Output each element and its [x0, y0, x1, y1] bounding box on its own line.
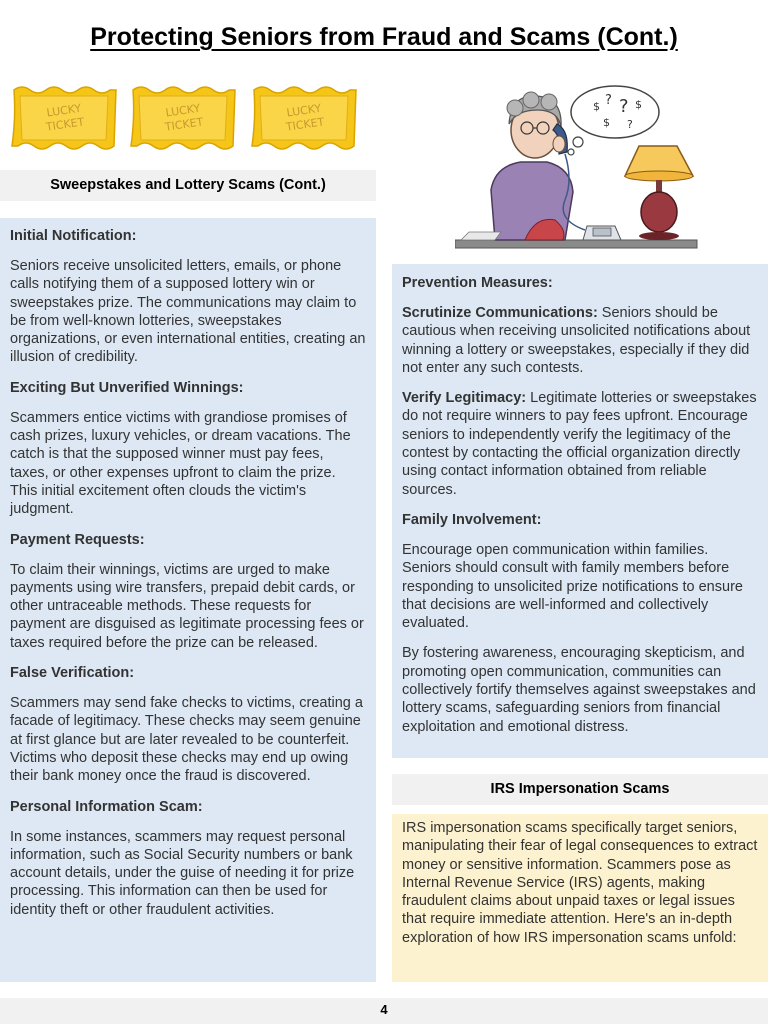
svg-text:LUCKY: LUCKY: [45, 101, 83, 120]
svg-text:TICKET: TICKET: [45, 115, 86, 134]
section-body: Seniors receive unsolicited letters, emails, or phone calls notifying them of a supposed lottery win or sweepstakes prize. The communications may claim to be from well-known lotteries, sweepstakes organizations, or even international entities, creating an illusion of credibility.: [10, 258, 366, 366]
section-body: Scammers may send fake checks to victims, creating a facade of legitimacy. These checks may seem genuine at first glance but are later revealed to be counterfeit. Victims who deposit these checks may end up owing their bank money once the fraud is discovered.: [10, 695, 363, 785]
section-body: To claim their winnings, victims are urged to make payments using wire transfers, prepaid debit cards, or other untraceable methods. These requests for payment are disguised as legitimate processing fees or taxes required before the prize can be released.: [10, 561, 364, 651]
svg-text:LUCKY: LUCKY: [164, 101, 202, 120]
scrutinize-body: Seniors should be cautious when receiving unsolicited notifications about winning a lottery or sweepstakes, especially if they did not enter any such contests.: [402, 305, 751, 376]
scrutinize-paragraph: [402, 304, 758, 377]
section-heading: Exciting But Unverified Winnings:: [10, 379, 244, 396]
page-number: 4: [380, 1002, 388, 1017]
svg-text:?: ?: [627, 118, 633, 131]
section-heading: Initial Notification:: [10, 228, 137, 244]
section-heading: Payment Requests:: [10, 531, 145, 548]
lucky-ticket-icon: [10, 84, 120, 152]
senior-phone-call-illustration: [455, 80, 700, 252]
lucky-ticket-icon: [250, 84, 360, 152]
closing-paragraph: By fostering awareness, encouraging skepticism, and promoting open communication, communities can collectively fortify themselves against sweepstakes and lottery scams, safeguarding seniors from financial exploitation and emotional distress.: [402, 645, 756, 735]
section-header-irs: IRS Impersonation Scams: [392, 774, 768, 805]
svg-text:TICKET: TICKET: [285, 115, 326, 134]
lucky-tickets-image: [10, 84, 370, 154]
verify-label: Verify Legitimacy:: [402, 390, 527, 407]
verify-paragraph: [402, 389, 758, 499]
sweepstakes-details-panel: [0, 218, 376, 982]
svg-text:$: $: [603, 116, 610, 129]
section-body: Scammers entice victims with grandiose promises of cash prizes, luxury vehicles, or dream vacations. The catch is that the supposed winner must pay fees, taxes, or other expenses upfront to claim the prize. This initial excitement often clouds the victim's judgment.: [10, 409, 351, 518]
family-body: Encourage open communication within families. Seniors should consult with family members before responding to unsolicited prize notifications to ensure that decisions are well-informed and collectively evaluated.: [402, 541, 743, 632]
svg-text:?: ?: [605, 93, 612, 108]
lucky-ticket-icon: [129, 84, 239, 152]
svg-text:LUCKY: LUCKY: [285, 101, 323, 120]
section-body: In some instances, scammers may request personal information, such as Social Security numbers or bank account details, under the guise of needing it for prize processing. This information can then be used for identity theft or other fraudulent activities.: [10, 828, 355, 918]
section-header-sweepstakes: Sweepstakes and Lottery Scams (Cont.): [0, 170, 376, 201]
section-heading: False Verification:: [10, 665, 135, 682]
thought-bubble-icon: [568, 86, 659, 155]
prevention-heading: Prevention Measures:: [402, 275, 553, 291]
irs-intro-panel: [392, 814, 768, 982]
svg-text:?: ?: [619, 96, 629, 117]
scrutinize-label: Scrutinize Communications:: [402, 305, 598, 321]
prevention-measures-panel: [392, 264, 768, 758]
family-heading: Family Involvement:: [402, 511, 542, 528]
page-title: Protecting Seniors from Fraud and Scams (Cont.): [90, 23, 678, 51]
lamp-icon: [625, 146, 693, 240]
section-heading: Personal Information Scam:: [10, 798, 203, 815]
svg-text:$: $: [635, 98, 642, 111]
verify-body: Legitimate lotteries or sweepstakes do not require winners to pay fees upfront. Encourage seniors to independently verify the legitimacy of the contest by contacting the official organization directly using contact information obtained from reliable sources.: [402, 390, 757, 498]
irs-body: IRS impersonation scams specifically target seniors, manipulating their fear of legal consequences to extract money or sensitive information. Scammers pose as Internal Revenue Service (IRS) agents, making fraudulent claims about unpaid taxes or legal issues that require immediate attention. Here's an in-depth exploration of how IRS impersonation scams unfold:: [402, 820, 758, 946]
svg-text:$: $: [593, 100, 600, 113]
svg-text:TICKET: TICKET: [164, 115, 205, 134]
